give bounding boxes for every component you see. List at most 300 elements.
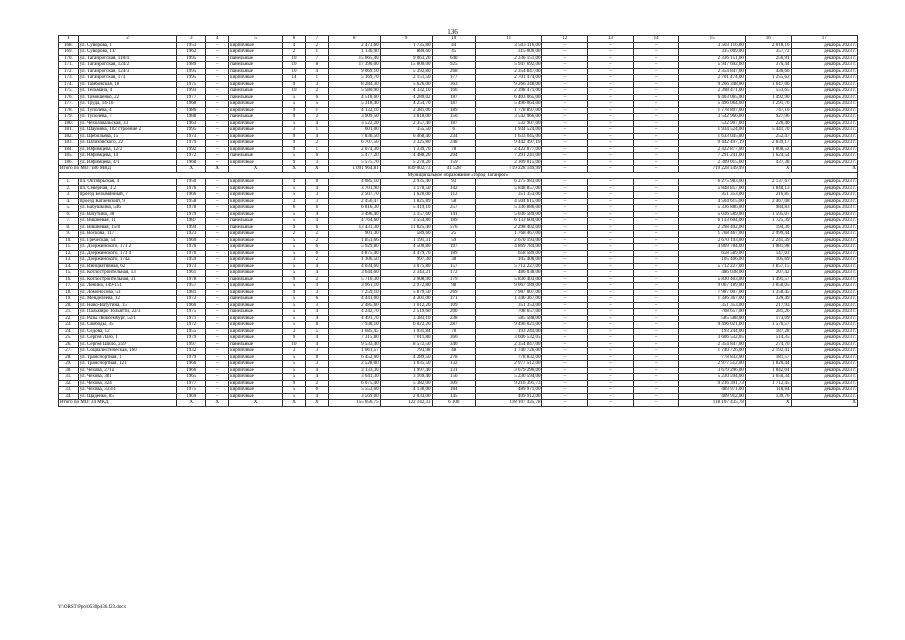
table-cell: – [633, 107, 679, 114]
column-number: 8 [328, 36, 380, 43]
table-cell: 5 [283, 315, 306, 322]
table-cell: кирпичные [229, 120, 283, 127]
table-cell: ул. Чехова, 333/4 [78, 387, 177, 394]
table-cell: – [206, 133, 229, 140]
table-cell: – [206, 62, 229, 69]
table-cell: 2 309 015,00 [679, 159, 745, 166]
table-cell: 17. [59, 283, 79, 290]
table-cell: 5 848 857,00 [679, 185, 745, 192]
table-cell: 5. [59, 205, 79, 212]
table-cell: 880,60 [380, 49, 432, 56]
table-cell: 3 503 116,00 [679, 42, 745, 49]
column-number: 1 [59, 36, 79, 43]
table-cell: 3 [283, 127, 306, 134]
table-cell: – [633, 133, 679, 140]
table-cell: 197 [432, 244, 476, 251]
table-cell: 4 289,02 [380, 94, 432, 101]
table-cell: декабрь 2023 г. [791, 211, 857, 218]
table-cell: 173. [59, 75, 79, 82]
table-cell: 248 [432, 140, 476, 147]
table-cell: ул. Шлиховского, 22 [78, 140, 177, 147]
table-cell: 2 074,30 [328, 146, 380, 153]
table-cell: 184. [59, 146, 79, 153]
table-cell: – [633, 114, 679, 121]
table-cell: 9 266 348,00 [476, 81, 542, 88]
table-cell: 9 442 497,19 [679, 140, 745, 147]
table-cell: 2 [283, 231, 306, 238]
table-cell: 1989 [177, 62, 206, 69]
table-cell: – [542, 315, 588, 322]
table-cell: – [633, 380, 679, 387]
table-cell: 2 241,39 [745, 237, 791, 244]
table-cell: 4 [305, 185, 328, 192]
table-cell: декабрь 2023 г. [791, 315, 857, 322]
table-cell: – [588, 302, 634, 309]
table-cell: 4 254,70 [380, 101, 432, 108]
table-cell: 409 912,00 [679, 393, 745, 400]
table-cell: 2 519,60 [380, 309, 432, 316]
table-cell: 6 452,60 [328, 354, 380, 361]
table-cell: – [633, 75, 679, 82]
table-cell: декабрь 2023 г. [791, 231, 857, 238]
table-cell: 3 818,00 [380, 114, 432, 121]
table-cell: 2 354 847,00 [679, 341, 745, 348]
table-cell: 1969 [177, 393, 206, 400]
table-cell: 5 [283, 192, 306, 199]
table-cell: 1961 [177, 270, 206, 277]
table-cell: – [206, 276, 229, 283]
table-cell: ул. Менделеева, 12 [78, 296, 177, 303]
table-cell: 5 230 594,00 [679, 374, 745, 381]
table-cell: 5 036 589,00 [476, 211, 542, 218]
table-cell: 15 800,00 [380, 62, 432, 69]
table-cell: кирпичные [229, 315, 283, 322]
table-cell: 10 [283, 341, 306, 348]
table-cell: декабрь 2023 г. [791, 328, 857, 335]
table-cell: 4 [305, 283, 328, 290]
table-cell: 351 353,00 [476, 302, 542, 309]
table-cell: 1 685,45 [328, 328, 380, 335]
table-cell: – [633, 68, 679, 75]
table-cell: декабрь 2023 г. [791, 354, 857, 361]
table-cell: – [588, 218, 634, 225]
table-cell: панельные [229, 153, 283, 160]
table-cell: – [588, 276, 634, 283]
table-cell: 183. [59, 140, 79, 147]
table-cell: 486 038,00 [679, 270, 745, 277]
table-cell: декабрь 2023 г. [791, 302, 857, 309]
table-cell: 4 034,60 [328, 263, 380, 270]
table-cell: декабрь 2023 г. [791, 283, 857, 290]
table-cell: 2 977 512,00 [476, 361, 542, 368]
table-cell: 1971 [177, 315, 206, 322]
table-cell: – [542, 309, 588, 316]
table-cell: – [542, 335, 588, 342]
table-cell: декабрь 2023 г. [791, 159, 857, 166]
table-cell: 8 [305, 62, 328, 69]
table-cell: кирпичные [229, 257, 283, 264]
table-cell: ул. Таганрогская, 118/4 [78, 55, 177, 62]
table-cell: декабрь 2023 г. [791, 179, 857, 186]
table-cell: 1 647,06 [745, 81, 791, 88]
table-cell: 1986 [177, 107, 206, 114]
table-cell: панельные [229, 224, 283, 231]
table-cell: – [588, 81, 634, 88]
total-cell: X [305, 400, 328, 407]
table-cell: кирпичные [229, 393, 283, 400]
table-cell: – [588, 289, 634, 296]
table-cell: 1 081,98 [745, 244, 791, 251]
table-cell: 7 315,80 [328, 335, 380, 342]
table-cell: 9 [283, 159, 306, 166]
table-cell: 5 830 403,00 [476, 276, 542, 283]
table-cell: 5 [283, 361, 306, 368]
table-cell: – [588, 309, 634, 316]
table-cell: 1977 [177, 94, 206, 101]
table-cell: 2 192,41 [745, 348, 791, 355]
total-cell: 118 107 435,78 [679, 400, 745, 407]
table-cell: кирпичные [229, 367, 283, 374]
table-cell: 363 [432, 81, 476, 88]
table-cell: – [542, 393, 588, 400]
table-cell: 1 934 524,00 [476, 127, 542, 134]
table-cell: панельные [229, 114, 283, 121]
table-cell: 1 [305, 146, 328, 153]
table-cell: кирпичные [229, 192, 283, 199]
table-cell: – [588, 68, 634, 75]
table-cell: 2 [305, 42, 328, 49]
table-cell: – [206, 263, 229, 270]
table-cell: 2 528,00 [328, 361, 380, 368]
table-cell: 5 [283, 283, 306, 290]
column-number: 3 [177, 36, 206, 43]
table-cell: 1 136,90 [328, 49, 380, 56]
table-cell: 1966 [177, 302, 206, 309]
table-cell: 4 [283, 179, 306, 186]
table-cell: ул. Ломоносова, 53 [78, 289, 177, 296]
table-cell: декабрь 2023 г. [791, 81, 857, 88]
table-cell: 9 [283, 289, 306, 296]
table-cell: 4 500,80 [380, 244, 432, 251]
total-cell: X [206, 400, 229, 407]
table-cell: 2 670 193,00 [679, 237, 745, 244]
table-cell: панельные [229, 94, 283, 101]
table-cell: 2 033,00 [380, 393, 432, 400]
table-cell: 5 [283, 211, 306, 218]
table-cell: 9 496 021,00 [679, 322, 745, 329]
table-cell: 409 912,00 [476, 393, 542, 400]
table-cell: – [542, 296, 588, 303]
table-cell: 5 496 064,00 [476, 101, 542, 108]
table-cell: – [633, 218, 679, 225]
table-cell: – [542, 218, 588, 225]
table-cell: – [633, 81, 679, 88]
table-cell: 1 491,57 [745, 276, 791, 283]
table-cell: панельные [229, 341, 283, 348]
table-cell: 19. [59, 296, 79, 303]
table-cell: кирпичные [229, 302, 283, 309]
table-cell: 1 778 897,00 [679, 107, 745, 114]
table-cell: кирпичные [229, 289, 283, 296]
table-cell: 4 488,20 [380, 153, 432, 160]
table-cell: 112 [432, 192, 476, 199]
table-cell: кирпичные [229, 81, 283, 88]
table-cell: 320,49 [745, 296, 791, 303]
table-cell: 268 [432, 68, 476, 75]
table-cell: 1932 [177, 348, 206, 355]
table-cell: 6 707,50 [328, 140, 380, 147]
table-cell: 1 934 524,00 [679, 127, 745, 134]
total-cell: 6 100 [432, 400, 476, 407]
table-cell: декабрь 2023 г. [791, 68, 857, 75]
table-cell: – [206, 55, 229, 62]
table-cell: 1965 [177, 374, 206, 381]
table-cell: 5 [305, 101, 328, 108]
table-cell: 3 [305, 198, 328, 205]
table-cell: 1 [305, 75, 328, 82]
table-cell: декабрь 2023 г. [791, 101, 857, 108]
table-cell: 33. [59, 387, 79, 394]
table-cell: 170. [59, 55, 79, 62]
total-cell: X [206, 166, 229, 173]
table-cell: 7 938,10 [328, 322, 380, 329]
table-cell: ул. Социалистическая, 160 [78, 348, 177, 355]
table-cell: 14 [283, 75, 306, 82]
table-cell: – [588, 231, 634, 238]
table-cell: 6 [305, 205, 328, 212]
total-cell: – [588, 400, 634, 407]
table-cell: 2 701 474,00 [476, 75, 542, 82]
column-number: 15 [679, 36, 745, 43]
table-cell: 105 406,00 [476, 257, 542, 264]
table-cell: 172. [59, 68, 79, 75]
table-cell: 131 [432, 367, 476, 374]
table-cell: 984,83 [745, 205, 791, 212]
table-cell: 7 [305, 55, 328, 62]
table-cell: – [206, 231, 229, 238]
table-cell: – [633, 387, 679, 394]
table-cell: 4 [305, 315, 328, 322]
table-cell: 3 496,40 [328, 211, 380, 218]
table-cell: 9 069,10 [328, 68, 380, 75]
table-cell: ул. Чехова, 271а [78, 367, 177, 374]
table-cell: – [588, 55, 634, 62]
table-cell: – [206, 211, 229, 218]
table-cell: 1 768 467,00 [476, 231, 542, 238]
table-cell: – [588, 198, 634, 205]
table-cell: 8 [305, 322, 328, 329]
table-cell: 175. [59, 88, 79, 95]
table-cell: ул. Дзержинского, 171 4 [78, 250, 177, 257]
table-cell: панельные [229, 68, 283, 75]
table-cell: 658 589,00 [476, 250, 542, 257]
table-cell: 7 291 241,00 [476, 153, 542, 160]
table-cell: 145 [432, 393, 476, 400]
table-cell: – [588, 211, 634, 218]
table-cell: ул. Щебольева, 15 [78, 133, 177, 140]
table-cell: ул. Котлостроительная, 13 [78, 270, 177, 277]
total-cell: 122 142,33 [380, 400, 432, 407]
table-cell: 2 [305, 380, 328, 387]
table-cell: 708 657,00 [679, 309, 745, 316]
table-cell: 2 [305, 276, 328, 283]
table-cell: – [633, 231, 679, 238]
table-cell: – [542, 133, 588, 140]
table-cell: 2 507,70 [328, 192, 380, 199]
table-cell: 187 [432, 101, 476, 108]
table-cell: 4 869 784,00 [476, 244, 542, 251]
table-cell: 5 [283, 354, 306, 361]
table-cell: 576 [432, 224, 476, 231]
table-cell: кирпичные [229, 322, 283, 329]
total-cell: X [791, 400, 857, 407]
table-cell: 98 [432, 283, 476, 290]
table-cell: 1997 [177, 341, 206, 348]
table-cell: – [542, 211, 588, 218]
table-cell: – [206, 367, 229, 374]
table-cell: 5 441,70 [745, 127, 791, 134]
table-cell: – [588, 192, 634, 199]
table-cell: 6 403 065,00 [476, 94, 542, 101]
table-cell: кирпичные [229, 263, 283, 270]
table-cell: – [542, 348, 588, 355]
column-number: 13 [588, 36, 634, 43]
table-cell: – [542, 107, 588, 114]
total-cell: X [229, 400, 283, 407]
table-cell: 4 085,10 [328, 179, 380, 186]
table-cell: 1979 [177, 335, 206, 342]
table-cell: 437,38 [745, 159, 791, 166]
table-cell: 1955 [177, 328, 206, 335]
table-cell: 193 244,00 [476, 328, 542, 335]
table-cell: – [633, 309, 679, 316]
table-cell: 1 620,00 [380, 192, 432, 199]
table-cell: 10 [283, 62, 306, 69]
table-cell: – [206, 296, 229, 303]
table-cell: 10 [283, 55, 306, 62]
table-cell: 3 [305, 192, 328, 199]
table-cell: ул. Седова, 12 [78, 328, 177, 335]
table-cell: проезд Катаевский, 9 [78, 198, 177, 205]
table-cell: – [633, 62, 679, 69]
table-cell: 5 712 227,00 [679, 263, 745, 270]
table-cell: – [588, 62, 634, 69]
table-cell: 6 023,20 [380, 322, 432, 329]
table-cell: – [542, 185, 588, 192]
table-cell: 9 [283, 146, 306, 153]
table-cell: кирпичные [229, 231, 283, 238]
table-cell: – [588, 374, 634, 381]
table-cell: 5 392,80 [380, 68, 432, 75]
table-cell: 1 740 726,00 [679, 348, 745, 355]
table-cell: – [206, 159, 229, 166]
table-cell: 23. [59, 322, 79, 329]
table-cell: 179. [59, 114, 79, 121]
table-cell: 24. [59, 328, 79, 335]
table-cell: ул. Чехоловальская, 33 [78, 120, 177, 127]
table-cell: 601,00 [328, 127, 380, 134]
table-cell: – [633, 244, 679, 251]
table-cell: 287 [432, 322, 476, 329]
table-cell: пл. Северная, 3 2 [78, 185, 177, 192]
table-cell: 38 [432, 257, 476, 264]
table-cell: – [633, 354, 679, 361]
table-cell: – [206, 140, 229, 147]
table-cell: декабрь 2023 г. [791, 348, 857, 355]
table-cell: 6 [305, 387, 328, 394]
table-cell: ул. Транспортная, 121 [78, 361, 177, 368]
table-cell: 2 151,50 [380, 75, 432, 82]
table-cell: ул. Юфимцева, 12/2 [78, 146, 177, 153]
table-cell: 7 987 007,00 [679, 289, 745, 296]
table-cell: 6 [305, 224, 328, 231]
table-cell: 1 778 897,00 [476, 107, 542, 114]
table-cell: 5 [283, 218, 306, 225]
table-cell: – [206, 205, 229, 212]
table-cell: – [206, 192, 229, 199]
table-cell: – [588, 153, 634, 160]
table-cell: ул. Шаумяна, 102 строение 2 [78, 127, 177, 134]
table-cell: 5 [283, 309, 306, 316]
table-cell: – [542, 120, 588, 127]
table-cell: 351 353,00 [679, 192, 745, 199]
table-cell: 5 947 692,00 [476, 62, 542, 69]
table-cell: – [588, 315, 634, 322]
table-cell: – [206, 361, 229, 368]
table-cell: – [588, 49, 634, 56]
table-cell: 1 768 467,00 [679, 231, 745, 238]
table-cell: 1972 [177, 296, 206, 303]
table-cell: 200 [432, 309, 476, 316]
table-cell: 4 [305, 270, 328, 277]
table-cell: – [542, 380, 588, 387]
table-cell: 180. [59, 120, 79, 127]
table-cell: 4 [305, 218, 328, 225]
table-cell: 1972 [177, 322, 206, 329]
table-cell: – [633, 322, 679, 329]
table-cell: кирпичные [229, 185, 283, 192]
total-cell: X [305, 166, 328, 173]
table-cell: 147,02 [745, 250, 791, 257]
table-cell: 150 [432, 114, 476, 121]
table-cell: 59 [432, 237, 476, 244]
total-cell: 719 228 149,99 [679, 166, 745, 173]
table-cell: 4 504 615,00 [679, 198, 745, 205]
table-cell: 171 [432, 296, 476, 303]
table-cell: 4 875,40 [328, 250, 380, 257]
table-cell: панельные [229, 55, 283, 62]
table-cell: 1 346 367,00 [476, 296, 542, 303]
table-cell: 2 354 847,00 [679, 68, 745, 75]
table-cell: 9 [283, 81, 306, 88]
table-cell: – [206, 354, 229, 361]
table-cell: – [206, 185, 229, 192]
table-cell: 3 [305, 81, 328, 88]
table-cell: кирпичные [229, 328, 283, 335]
table-cell: 5 580,90 [328, 88, 380, 95]
table-cell: 7. [59, 218, 79, 225]
table-cell: 1975 [177, 309, 206, 316]
table-cell: декабрь 2023 г. [791, 75, 857, 82]
table-cell: – [542, 244, 588, 251]
table-cell: декабрь 2023 г. [791, 237, 857, 244]
table-cell: 18. [59, 289, 79, 296]
table-cell: 3 [283, 348, 306, 355]
table-cell: 8 572,50 [380, 341, 432, 348]
total-label: Итого по МО: 186 МКД [59, 166, 177, 173]
table-cell: 553,65 [745, 88, 791, 95]
table-cell: декабрь 2023 г. [791, 276, 857, 283]
